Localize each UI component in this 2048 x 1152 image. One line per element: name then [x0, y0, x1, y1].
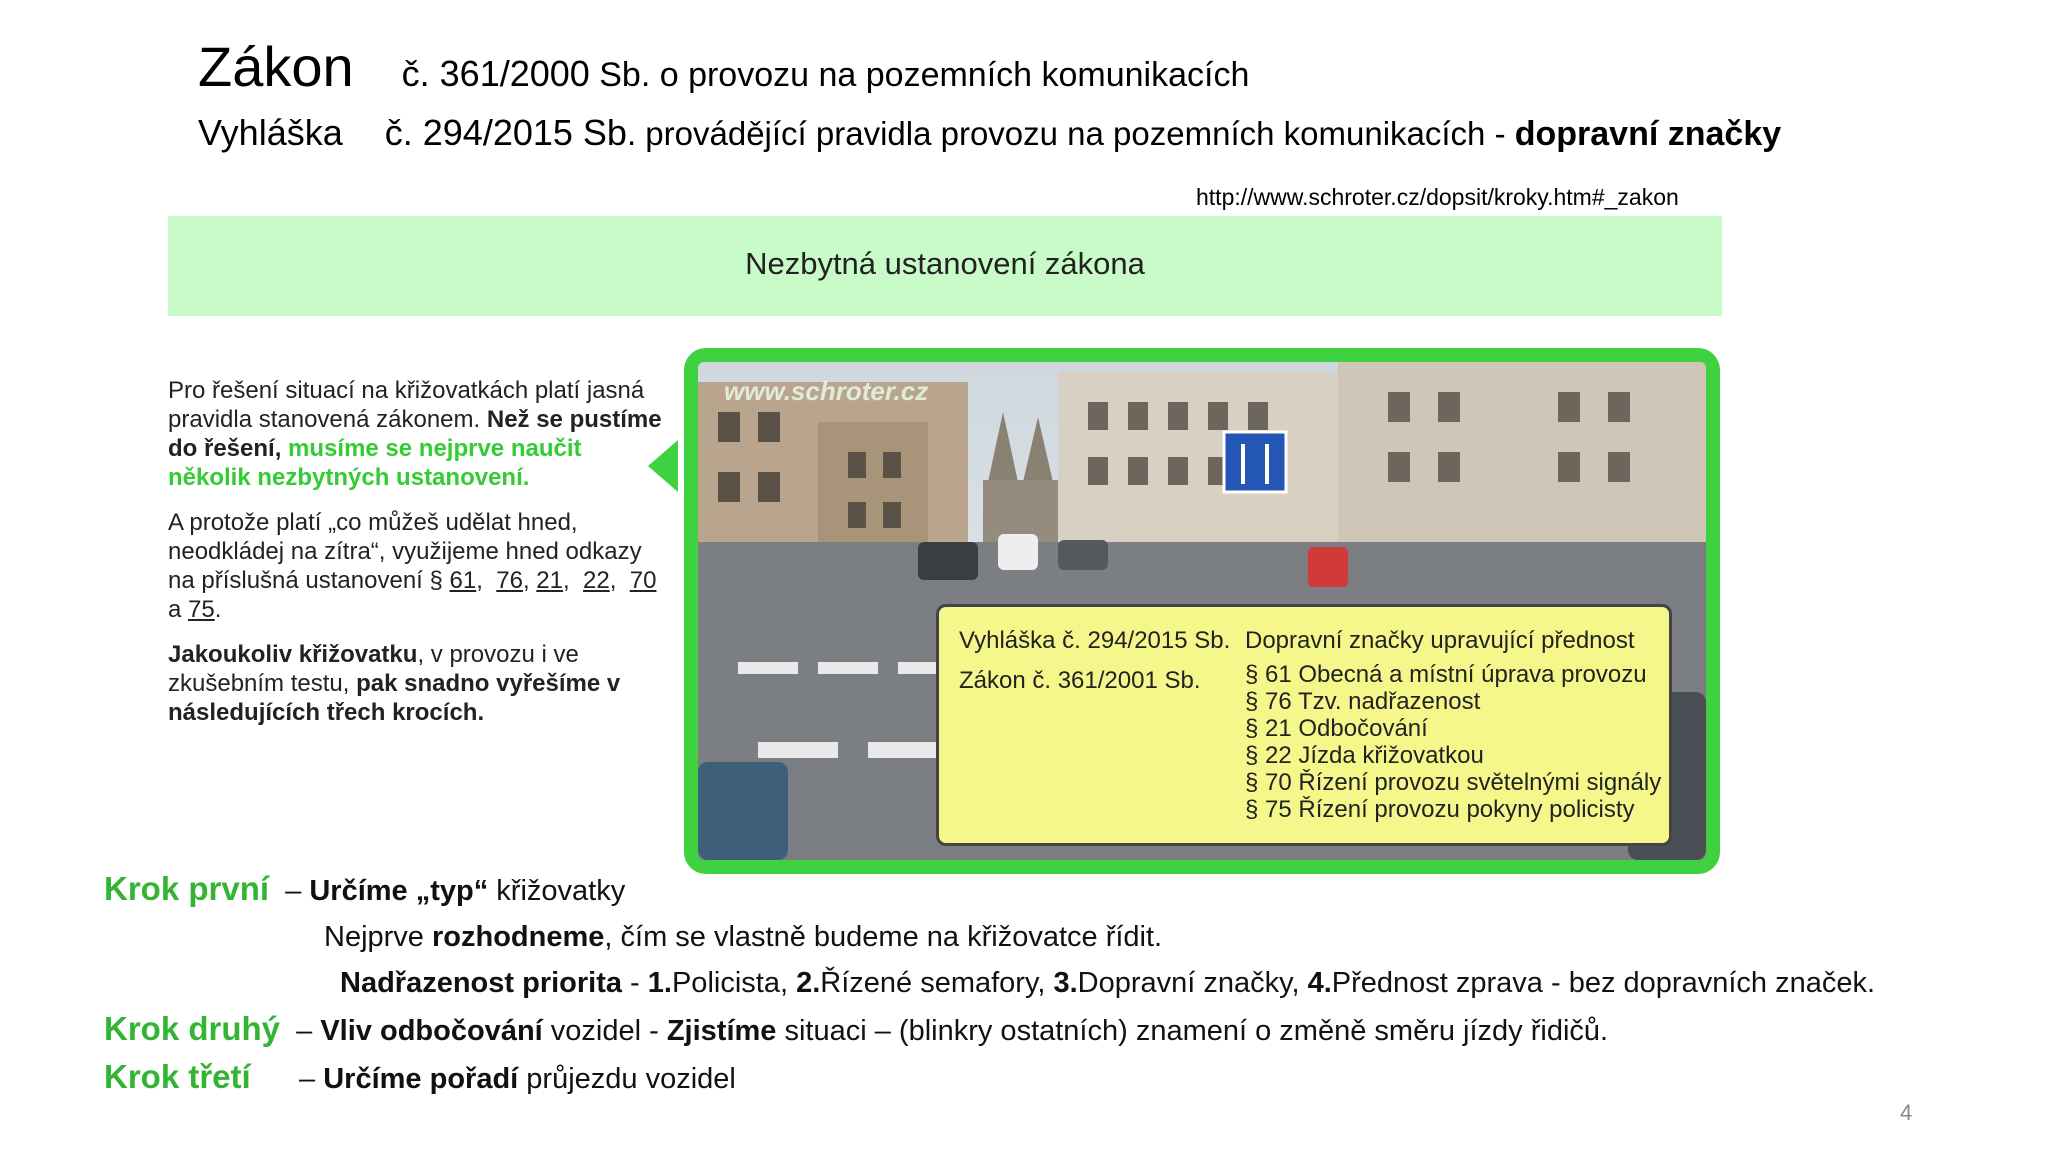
- references-sources: [959, 621, 1230, 701]
- priority-num-3: 3.: [1053, 967, 1078, 999]
- step-2-text2: situaci – (blinkry ostatních) znamení o změně směru jízdy řidičů.: [776, 1015, 1609, 1047]
- references-heading: Dopravní značky upravující přednost: [1245, 627, 1635, 654]
- step-3-dash: –: [250, 1063, 324, 1095]
- decree-topic: dopravní značky: [1514, 115, 1782, 153]
- step-1-l3-sep: -: [622, 967, 648, 999]
- priority-heading: Nadřazenost priorita: [340, 967, 622, 999]
- photo-watermark: www.schroter.cz: [724, 376, 929, 406]
- intro-p1-bold: Než se pustíme do řešení,: [168, 406, 662, 462]
- intro-p3-bold1: Jakoukoliv křižovatku: [168, 641, 418, 668]
- law-reference: Zákon č. 361/2001 Sb.: [959, 667, 1201, 694]
- intro-p1-green: musíme se nejprve naučit několik nezbytných ustanovení.: [168, 435, 582, 491]
- priority-num-2: 2.: [796, 967, 821, 999]
- reference-item: § 75 Řízení provozu pokyny policisty: [1245, 796, 1635, 823]
- step-1-label: Krok první: [104, 870, 270, 907]
- link-21[interactable]: 21: [536, 567, 563, 594]
- intro-p1-text: Pro řešení situací na křižovatkách platí jasná pravidla stanovená zákonem.: [168, 377, 645, 433]
- step-2-bold1: Vliv odbočování: [320, 1015, 543, 1047]
- priority-item-3: Dopravní značky,: [1077, 967, 1308, 999]
- step-3-label: Krok třetí: [104, 1058, 251, 1095]
- decree-word: Vyhláška: [198, 112, 343, 153]
- step-1-l2-text: , čím se vlastně budeme na křižovatce řídit.: [604, 921, 1163, 953]
- law-number: č. 361/2000: [401, 53, 590, 94]
- reference-item: § 61 Obecná a místní úprava provozu: [1245, 661, 1647, 688]
- link-22[interactable]: 22: [583, 567, 610, 594]
- reference-item: § 21 Odbočování: [1245, 715, 1428, 742]
- legal-references-box: [936, 604, 1672, 846]
- step-1-text: křižovatky: [488, 875, 626, 907]
- step-3-bold: Určíme pořadí: [323, 1063, 519, 1095]
- step-2: [104, 1006, 1875, 1054]
- step-1-line-2: [104, 914, 1875, 960]
- decree-description: . provádějící pravidla provozu na pozemních komunikacích -: [626, 115, 1515, 152]
- step-1-l2-pre: Nejprve: [324, 921, 432, 953]
- step-2-dash: –: [280, 1015, 321, 1047]
- intro-paragraph-3: [168, 640, 668, 727]
- step-1-bold: Určíme „typ“: [309, 875, 489, 907]
- banner-title: Nezbytná ustanovení zákona: [745, 246, 1145, 281]
- intro-text: [168, 376, 668, 743]
- priority-num-4: 4.: [1307, 967, 1332, 999]
- step-1-l2-bold: rozhodneme: [432, 921, 605, 953]
- step-2-label: Krok druhý: [104, 1010, 281, 1047]
- intro-p2-text: A protože platí „co můžeš udělat hned, neodkládej na zítra“, využijeme hned odkazy na příslušná ustanovení §: [168, 509, 642, 594]
- priority-item-1: Policista,: [671, 967, 797, 999]
- reference-item: § 70 Řízení provozu světelnými signály: [1245, 769, 1662, 796]
- link-70[interactable]: 70: [629, 567, 657, 594]
- step-3: [104, 1054, 1875, 1102]
- step-2-text1: vozidel -: [542, 1015, 667, 1047]
- step-2-bold2: Zjistíme: [666, 1015, 777, 1047]
- step-3-text: průjezdu vozidel: [518, 1063, 736, 1095]
- references-list: [1245, 621, 1661, 823]
- page-number: 4: [1900, 1100, 1913, 1125]
- intro-paragraph-2: A protože platí „co můžeš udělat hned, neodkládej na zítra“, využijeme hned odkazy na příslušná ustanovení § 61, 76, 21, 22, 70 a 75.: [168, 509, 657, 623]
- priority-item-2: Řízené semafory,: [820, 967, 1054, 999]
- link-75[interactable]: 75: [188, 596, 215, 623]
- intro-p3-bold2: pak snadno vyřešíme v následujících třech krocích.: [168, 670, 621, 726]
- priority-item-4: Přednost zprava - bez dopravních značek.: [1331, 967, 1876, 999]
- decree-reference: Vyhláška č. 294/2015 Sb.: [959, 627, 1231, 654]
- reference-item: § 76 Tzv. nadřazenost: [1245, 688, 1481, 715]
- decree-number: č. 294/2015 Sb: [384, 112, 627, 153]
- source-url[interactable]: http://www.schroter.cz/dopsit/kroky.htm#_zakon: [1196, 184, 1679, 210]
- step-1: [104, 866, 1875, 914]
- priority-num-1: 1.: [647, 967, 672, 999]
- steps-section: [104, 866, 1875, 1102]
- callout-arrow: [648, 440, 678, 492]
- section-banner: [168, 216, 1722, 316]
- intro-p3-text: , v provozu i ve zkušebním testu,: [168, 641, 579, 697]
- link-76[interactable]: 76: [496, 567, 523, 594]
- law-word: Zákon: [198, 35, 354, 98]
- reference-item: § 22 Jízda křižovatkou: [1245, 742, 1484, 769]
- decree-title-line: [198, 112, 1781, 154]
- step-1-line-3: [104, 960, 1875, 1006]
- law-title-line: [198, 34, 1249, 99]
- law-description: Sb. o provozu na pozemních komunikacích: [589, 56, 1250, 94]
- step-1-dash: –: [269, 875, 310, 907]
- link-61[interactable]: 61: [449, 567, 477, 594]
- intro-paragraph-1: [168, 376, 668, 492]
